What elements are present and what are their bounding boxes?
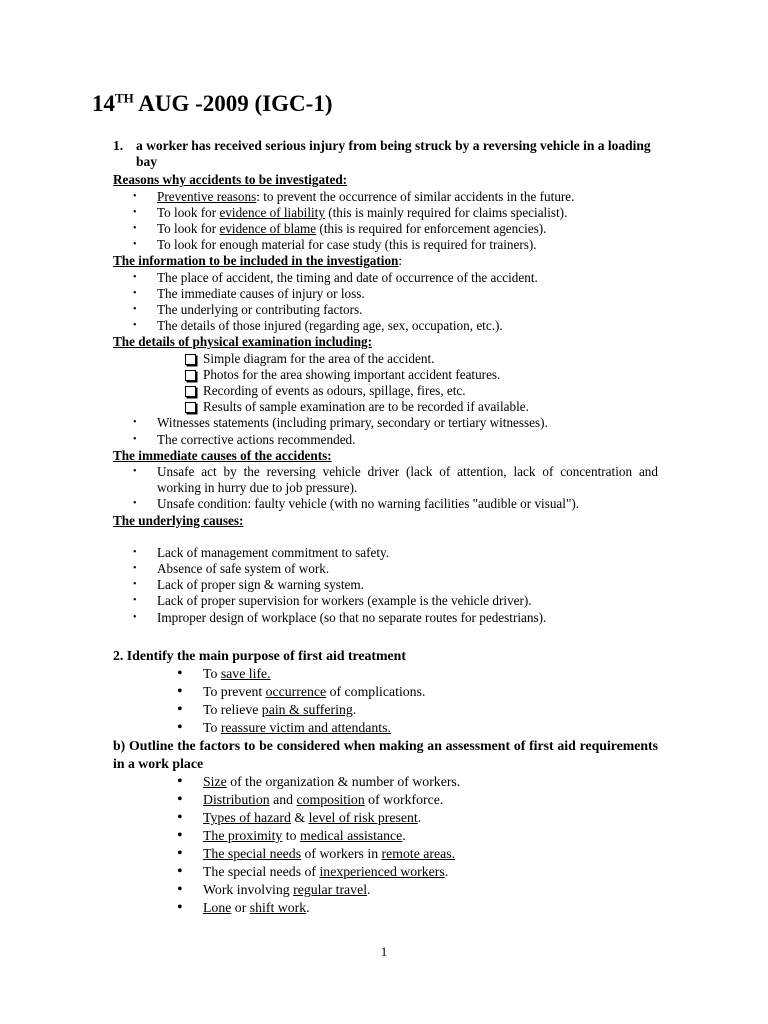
underlined-term: Size (203, 774, 227, 789)
underlined-term: The proximity (203, 828, 283, 843)
info-heading: The information to be included in the investigation (113, 253, 399, 269)
list-item (177, 809, 658, 827)
info-heading-line (113, 253, 658, 269)
item-text: to (282, 828, 300, 843)
title-superscript: TH (115, 90, 134, 106)
item-text: of workforce. (364, 792, 444, 807)
question-1-number: 1. (113, 138, 124, 153)
list-item: • Lack of management commitment to safety. (133, 545, 658, 561)
physical-checklist (113, 351, 658, 416)
title-rest: AUG -2009 (IGC-1) (133, 91, 333, 116)
question-2b-heading: b) Outline the factors to be considered when making an assessment of first aid requirements in a work place (113, 738, 658, 771)
underlined-term: occurrence (265, 684, 327, 699)
underlined-term: pain & suffering (261, 702, 353, 717)
item-text: The special needs of (203, 864, 320, 879)
underlined-term: evidence of liability (219, 204, 325, 220)
item-text: To look for (157, 221, 220, 237)
item-text: of complications. (326, 684, 426, 699)
list-item (177, 719, 658, 737)
spacer (113, 529, 658, 545)
underlying-causes-list (113, 545, 658, 626)
underlined-term: The special needs (203, 846, 302, 861)
question-2-heading: 2. Identify the main purpose of first aid treatment (113, 648, 406, 663)
reasons-heading: Reasons why accidents to be investigated: (113, 172, 348, 188)
underlined-term: Types of hazard (203, 810, 291, 825)
list-item (177, 665, 658, 683)
list-item (177, 683, 658, 701)
item-text: To (203, 720, 221, 735)
item-text: . (444, 864, 449, 879)
question-2-section (113, 647, 658, 917)
item-text: . (367, 882, 371, 897)
list-item (177, 863, 658, 881)
first-aid-purpose-list (113, 665, 658, 737)
item-text: . (417, 810, 422, 825)
question-1 (113, 138, 658, 170)
list-item (177, 773, 658, 791)
checkbox-list-item: Photos for the area showing important accident features. (183, 367, 658, 383)
list-item: • Lack of proper sign & warning system. (133, 577, 658, 593)
list-item (133, 237, 658, 253)
item-text: (this is mainly required for claims specialist). (324, 204, 568, 220)
reasons-list (113, 189, 658, 254)
underlined-term: reassure victim and attendants. (220, 720, 391, 735)
list-item: • Witnesses statements (including primary, secondary or tertiary witnesses). (133, 415, 658, 431)
info-heading-colon: : (398, 253, 403, 269)
item-text: of workers in (301, 846, 382, 861)
title-day: 14 (92, 91, 115, 116)
info-list (113, 270, 658, 335)
checkbox-list-item: Results of sample examination are to be recorded if available. (183, 399, 658, 415)
list-item (177, 899, 658, 917)
list-item (177, 881, 658, 899)
item-text: . (352, 702, 357, 717)
list-item: • Lack of proper supervision for workers (example is the vehicle driver). (133, 593, 658, 609)
underlined-term: medical assistance (299, 828, 403, 843)
item-text: or (231, 900, 250, 915)
list-item: • Improper design of workplace (so that no separate routes for pedestrians). (133, 610, 658, 626)
item-text: of the organization & number of workers. (226, 774, 461, 789)
item-text: & (290, 810, 309, 825)
list-item (177, 827, 658, 845)
item-text: and (269, 792, 297, 807)
list-item: • The underlying or contributing factors. (133, 302, 658, 318)
underlined-term: shift work (249, 900, 307, 915)
item-text: To look for (157, 204, 220, 220)
list-item: • The details of those injured (regarding age, sex, occupation, etc.). (133, 318, 658, 334)
checkbox-list-item: Recording of events as odours, spillage, fires, etc. (183, 383, 658, 399)
underlined-term: Distribution (203, 792, 270, 807)
list-item (133, 221, 658, 237)
list-item (133, 205, 658, 221)
assessment-factors-list (113, 773, 658, 917)
underlined-term: inexperienced workers (319, 864, 445, 879)
list-item (177, 701, 658, 719)
underlined-term: Lone (203, 900, 232, 915)
list-item: • The corrective actions recommended. (133, 432, 658, 448)
list-item: • The place of accident, the timing and date of occurrence of the accident. (133, 270, 658, 286)
item-text: . (306, 900, 310, 915)
underlined-term: Preventive reasons (157, 188, 257, 204)
underlying-causes-heading: The underlying causes: (113, 512, 244, 528)
list-item (177, 791, 658, 809)
page-number: 1 (380, 944, 388, 959)
item-text: : to prevent the occurrence of similar accidents in the future. (256, 188, 575, 204)
item-text: To look for enough material for case study (this is required for trainers). (157, 237, 537, 253)
underlined-term: level of risk present (308, 810, 418, 825)
list-item: • Absence of safe system of work. (133, 561, 658, 577)
list-item (177, 845, 658, 863)
underlined-term: save life. (220, 666, 271, 681)
item-text: To relieve (203, 702, 262, 717)
question-1-text: a worker has received serious injury from being struck by a reversing vehicle in a loading bay (136, 138, 651, 170)
question-1-section (113, 138, 658, 626)
list-item: • Unsafe condition: faulty vehicle (with no warning facilities "audible or visual"). (133, 496, 658, 512)
page-title (92, 91, 332, 117)
item-text: To prevent (203, 684, 266, 699)
underlined-term: regular travel (293, 882, 368, 897)
item-text: To (203, 666, 221, 681)
underlined-term: evidence of blame (219, 221, 317, 237)
checkbox-list-item: Simple diagram for the area of the accident. (183, 351, 658, 367)
list-item: • The immediate causes of injury or loss. (133, 286, 658, 302)
immediate-causes-list (113, 464, 658, 513)
physical-heading: The details of physical examination including: (113, 334, 373, 350)
item-text: Work involving (203, 882, 294, 897)
list-item: • Unsafe act by the reversing vehicle driver (lack of attention, lack of concentration and working in hurry due to job pressure). (133, 464, 658, 496)
additional-info-list (113, 415, 658, 447)
list-item (133, 189, 658, 205)
immediate-causes-heading: The immediate causes of the accidents: (113, 447, 332, 463)
item-text: (this is required for enforcement agencies). (316, 221, 547, 237)
underlined-term: remote areas. (381, 846, 456, 861)
underlined-term: composition (296, 792, 365, 807)
item-text: . (402, 828, 406, 843)
